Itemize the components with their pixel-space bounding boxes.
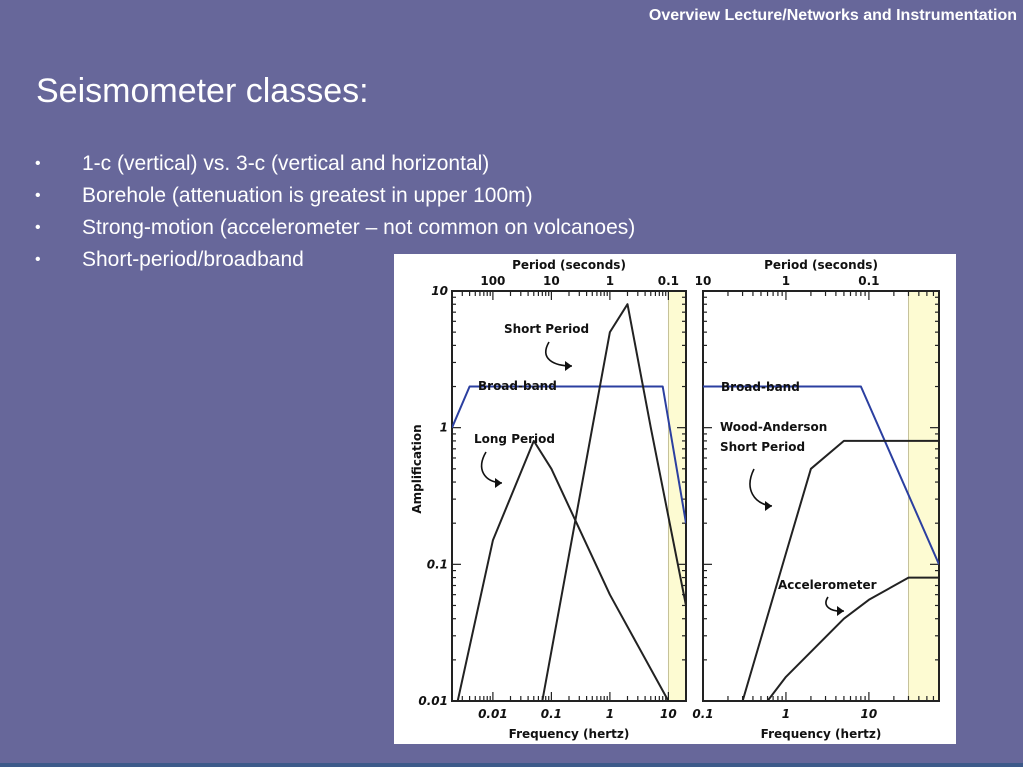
bullet-item xyxy=(30,212,635,244)
top-tick-label: 10 xyxy=(543,274,560,288)
callout-arrowhead xyxy=(565,361,572,371)
top-tick-label: 0.1 xyxy=(657,274,680,288)
callout-arrow xyxy=(750,469,772,506)
y-axis-label: Amplification xyxy=(410,424,424,514)
highlight-band xyxy=(908,291,939,701)
plot-frame xyxy=(452,291,686,701)
bullet-item xyxy=(30,180,635,212)
series-label: Broad-band xyxy=(478,379,557,393)
callout-arrowhead xyxy=(837,606,844,616)
bullet-text: 1-c (vertical) vs. 3-c (vertical and horizontal) xyxy=(82,152,490,175)
y-tick-label: 0.01 xyxy=(418,694,448,708)
top-axis-label: Period (seconds) xyxy=(764,258,878,272)
highlight-band xyxy=(668,291,686,701)
slide-header-title: Overview Lecture/Networks and Instrumentation xyxy=(648,7,1017,24)
slide-bottom-rule xyxy=(0,763,1023,767)
callout-arrowhead xyxy=(765,501,772,511)
series-label: Broad-band xyxy=(721,380,800,394)
x-tick-label: 0.1 xyxy=(692,707,714,721)
response-curves-svg xyxy=(394,254,956,744)
slide-title: Seismometer classes: xyxy=(36,72,369,110)
x-axis-label: Frequency (hertz) xyxy=(760,727,882,741)
top-tick-label: 1 xyxy=(605,274,615,288)
bullet-dot: • xyxy=(35,187,41,204)
series-label: Short Period xyxy=(504,322,590,336)
callout-arrowhead xyxy=(495,478,502,488)
x-tick-label: 1 xyxy=(781,707,791,721)
bullet-dot: • xyxy=(35,155,41,172)
top-tick-label: 1 xyxy=(781,274,791,288)
y-tick-label: 1 xyxy=(439,420,448,435)
bullet-dot: • xyxy=(35,251,41,268)
callout-arrow xyxy=(546,342,572,366)
series-label: Accelerometer xyxy=(778,578,877,592)
bullet-dot: • xyxy=(35,219,41,236)
x-tick-label: 10 xyxy=(660,707,677,721)
series-label: Short Period xyxy=(720,440,806,454)
y-tick-label: 10 xyxy=(431,284,448,298)
y-tick-label: 0.1 xyxy=(426,557,448,572)
x-tick-label: 1 xyxy=(605,707,615,721)
x-tick-label: 10 xyxy=(860,707,878,721)
series-line-broad-band xyxy=(703,387,939,565)
callout-arrow xyxy=(826,597,844,611)
response-curves-figure xyxy=(394,254,956,744)
bullet-text: Short-period/broadband xyxy=(82,248,304,271)
x-axis-label: Frequency (hertz) xyxy=(508,727,630,741)
top-tick-label: 0.1 xyxy=(858,274,880,288)
series-label: Wood-Anderson xyxy=(720,420,828,434)
series-label: Long Period xyxy=(474,432,555,446)
top-tick-label: 100 xyxy=(480,274,506,288)
bullet-item xyxy=(30,148,635,180)
top-tick-label: 10 xyxy=(694,274,712,288)
plot-frame xyxy=(703,291,939,701)
bullet-text: Strong-motion (accelerometer – not common on volcanoes) xyxy=(82,216,636,239)
top-axis-label: Period (seconds) xyxy=(512,258,626,272)
series-line-short-period xyxy=(542,304,686,701)
bullet-text: Borehole (attenuation is greatest in upper 100m) xyxy=(82,184,533,207)
callout-arrow xyxy=(482,452,502,483)
x-tick-label: 0.1 xyxy=(540,707,563,721)
x-tick-label: 0.01 xyxy=(478,707,508,721)
series-line-broad-band xyxy=(452,387,686,524)
